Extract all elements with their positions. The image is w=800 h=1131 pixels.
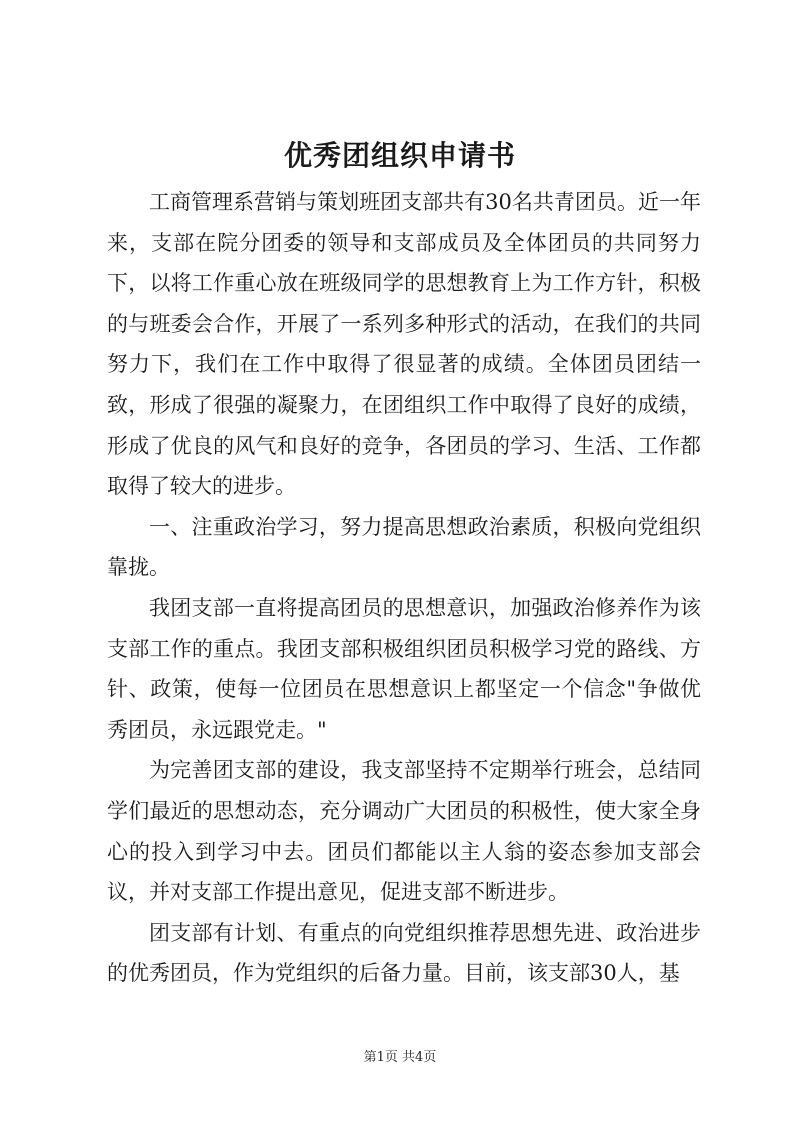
document-title: 优秀团组织申请书 <box>283 139 516 172</box>
paragraph-political-study: 我团支部一直将提高团员的思想意识，加强政治修养作为该支部工作的重点。我团支部积极组织团员积极学习党的路线、方针、政策，使每一位团员在思想意识上都坚定一个信念"争做优秀团员，永远跟党走。" <box>107 595 701 742</box>
paragraph-intro: 工商管理系营销与策划班团支部共有30名共青团员。近一年来，支部在院分团委的领导和支部成员及全体团员的共同努力下，以将工作重心放在班级同学的思想教育上为工作方针，积极的与班委会合作，开展了一系列多种形式的活动，在我们的共同努力下，我们在工作中取得了很显著的成绩。全体团员团结一致，形成了很强的凝聚力，在团组织工作中取得了良好的成绩，形成了优良的风气和良好的竞争，各团员的学习、生活、工作都取得了较大的进步。 <box>107 190 701 499</box>
paragraph-party-recommendation: 团支部有计划、有重点的向党组织推荐思想先进、政治进步的优秀团员，作为党组织的后备力量。目前，该支部30人，基 <box>107 920 701 986</box>
document-body <box>107 182 701 994</box>
paragraph-branch-building: 为完善团支部的建设，我支部坚持不定期举行班会，总结同学们最近的思想动态，充分调动广大团员的积极性，使大家全身心的投入到学习中去。团员们都能以主人翁的姿态参加支部会议，并对支部工作提出意见，促进支部不断进步。 <box>107 758 701 905</box>
section-heading-1: 一、注重政治学习，努力提高思想政治素质，积极向党组织靠拢。 <box>107 514 701 580</box>
page-footer: 第1页 共4页 <box>363 1050 437 1065</box>
